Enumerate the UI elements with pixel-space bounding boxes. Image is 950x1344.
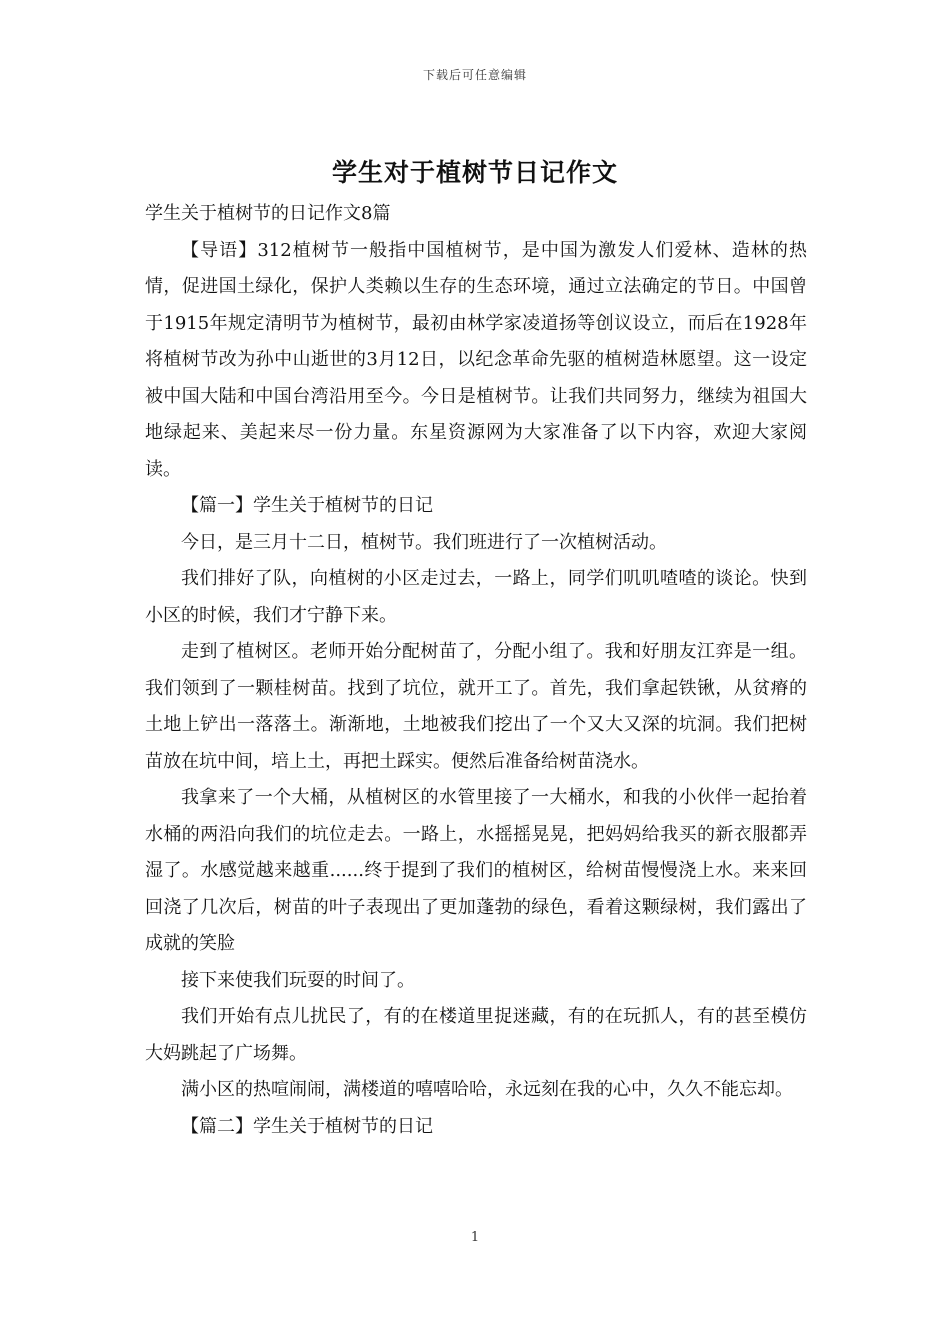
- page-number: 1: [470, 1230, 480, 1245]
- paragraph: 今日，是三月十二日，植树节。我们班进行了一次植树活动。: [181, 531, 667, 553]
- paragraph: 走到了植树区。老师开始分配树苗了，分配小组了。我和好朋友江弈是一组。我们领到了一颗桂树苗。找到了坑位，就开工了。首先，我们拿起铁锹，从贫瘠的土地上铲出一落落土。渐渐地，土地被我们挖出了一个又大又深的坑洞。我们把树苗放在坑中间，培上土，再把土踩实。便然后准备给树苗浇水。: [145, 641, 807, 772]
- section-heading-2: 【篇二】学生关于植树节的日记: [181, 1115, 433, 1137]
- paragraph: 我们开始有点儿扰民了，有的在楼道里捉迷藏，有的在玩抓人，有的甚至模仿大妈跳起了广场舞。: [145, 1006, 807, 1064]
- document-body: [145, 196, 807, 1145]
- paragraph: 满小区的热喧闹闹，满楼道的嘻嘻哈哈，永远刻在我的心中，久久不能忘却。: [181, 1079, 793, 1100]
- paragraph: 我拿来了一个大桶，从植树区的水管里接了一大桶水，和我的小伙伴一起抬着水桶的两沿向我们的坑位走去。一路上，水摇摇晃晃，把妈妈给我买的新衣服都弄湿了。水感觉越来越重......终于提到了我们的植树区，给树苗慢慢浇上水。来来回回浇了几次后，树苗的叶子表现出了更加蓬勃的绿色，看着这颗绿树，我们露出了成就的笑脸: [145, 787, 807, 954]
- page-header: 下载后可任意编辑: [422, 68, 527, 82]
- paragraph: 接下来使我们玩耍的时间了。: [181, 969, 415, 991]
- section-heading-1: 【篇一】学生关于植树节的日记: [181, 495, 433, 516]
- document-subtitle: 学生关于植树节的日记作文8篇: [145, 203, 391, 224]
- document-title: 学生对于植树节日记作文: [331, 158, 618, 187]
- paragraph: 我们排好了队，向植树的小区走过去，一路上，同学们叽叽喳喳的谈论。快到小区的时候，我们才宁静下来。: [145, 568, 807, 626]
- paragraph-intro: 【导语】312植树节一般指中国植树节，是中国为激发人们爱林、造林的热情，促进国土绿化，保护人类赖以生存的生态环境，通过立法确定的节日。中国曾于1915年规定清明节为植树节，最初由林学家凌道扬等创议设立，而后在1928年将植树节改为孙中山逝世的3月12日，以纪念革命先驱的植树造林愿望。这一设定被中国大陆和中国台湾沿用至今。今日是植树节。让我们共同努力，继续为祖国大地绿起来、美起来尽一份力量。东星资源网为大家准备了以下内容，欢迎大家阅读。: [145, 239, 807, 480]
